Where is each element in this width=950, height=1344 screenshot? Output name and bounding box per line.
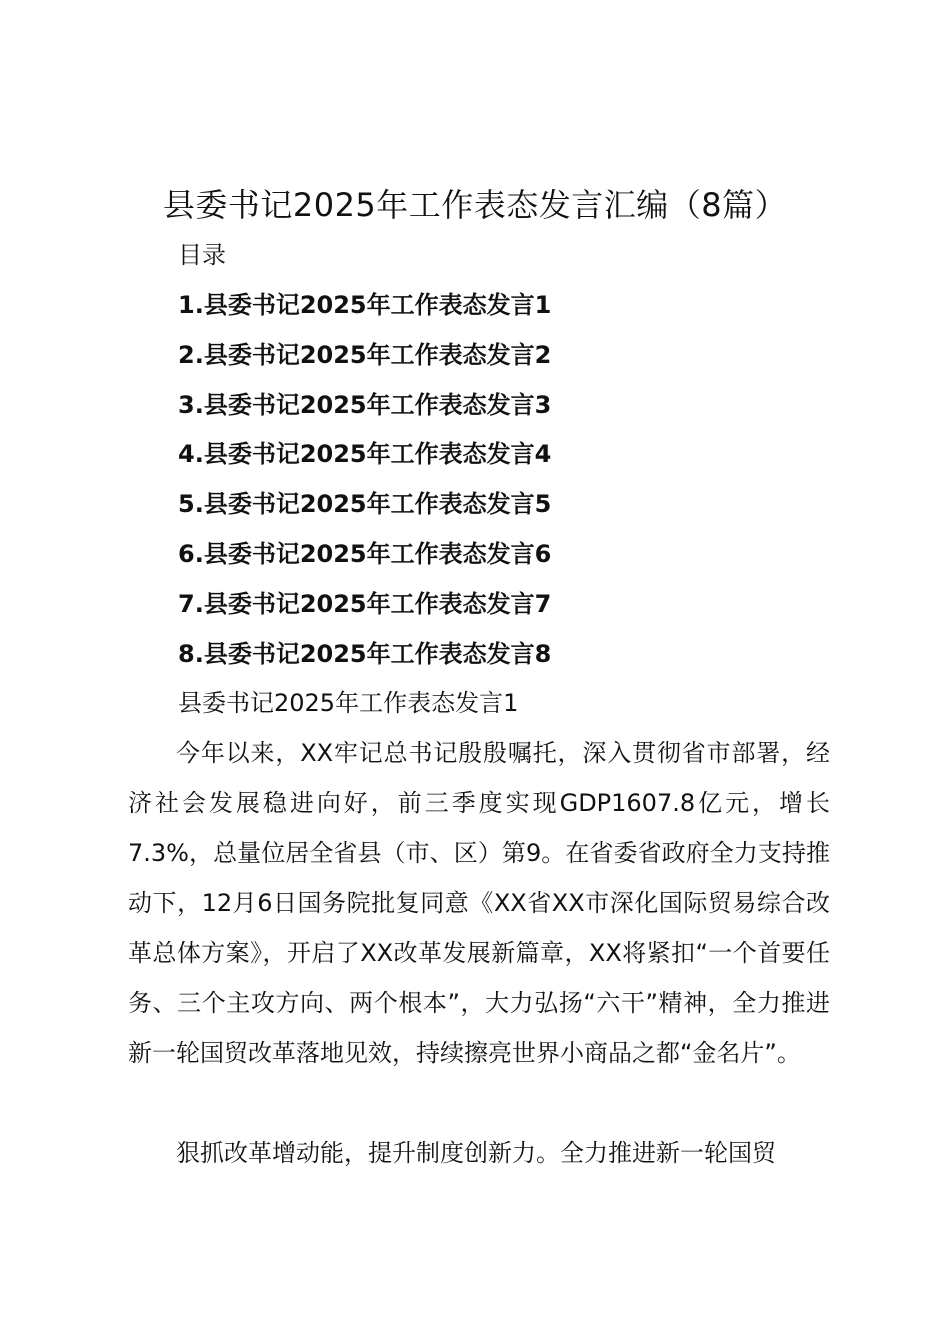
section-heading: 县委书记2025年工作表态发言1	[178, 689, 519, 717]
toc-item-6[interactable]: 6.县委书记2025年工作表态发言6	[178, 539, 552, 568]
toc-item-4[interactable]: 4.县委书记2025年工作表态发言4	[178, 440, 552, 469]
toc-item-5[interactable]: 5.县委书记2025年工作表态发言5	[178, 490, 552, 519]
toc-item-7[interactable]: 7.县委书记2025年工作表态发言7	[178, 589, 552, 618]
toc-item-3[interactable]: 3.县委书记2025年工作表态发言3	[178, 390, 552, 419]
toc-heading: 目录	[178, 241, 226, 269]
body-paragraph: 今年以来，XX牢记总书记殷殷嘱托，深入贯彻省市部署，经济社会发展稳进向好，前三季度实现GDP1607.8亿元，增长7.3%，总量位居全省县（市、区）第9。在省委省政府全力支持推动下，12月6日国务院批复同意《XX省XX市深化国际贸易综合改革总体方案》，开启了XX改革发展新篇章，XX将紧扣“一个首要任务、三个主攻方向、两个根本”，大力弘扬“六干”精神，全力推进新一轮国贸改革落地见效，持续擦亮世界小商品之都“金名片”。	[128, 739, 830, 1067]
table-of-contents	[178, 286, 551, 684]
document-title: 县委书记2025年工作表态发言汇编（8篇）	[162, 186, 788, 224]
toc-item-1[interactable]: 1.县委书记2025年工作表态发言1	[178, 291, 552, 319]
toc-item-2[interactable]: 2.县委书记2025年工作表态发言2	[178, 340, 552, 369]
toc-item-8[interactable]: 8.县委书记2025年工作表态发言8	[178, 639, 552, 668]
body-paragraph: 狠抓改革增动能，提升制度创新力。全力推进新一轮国贸	[176, 1139, 776, 1167]
